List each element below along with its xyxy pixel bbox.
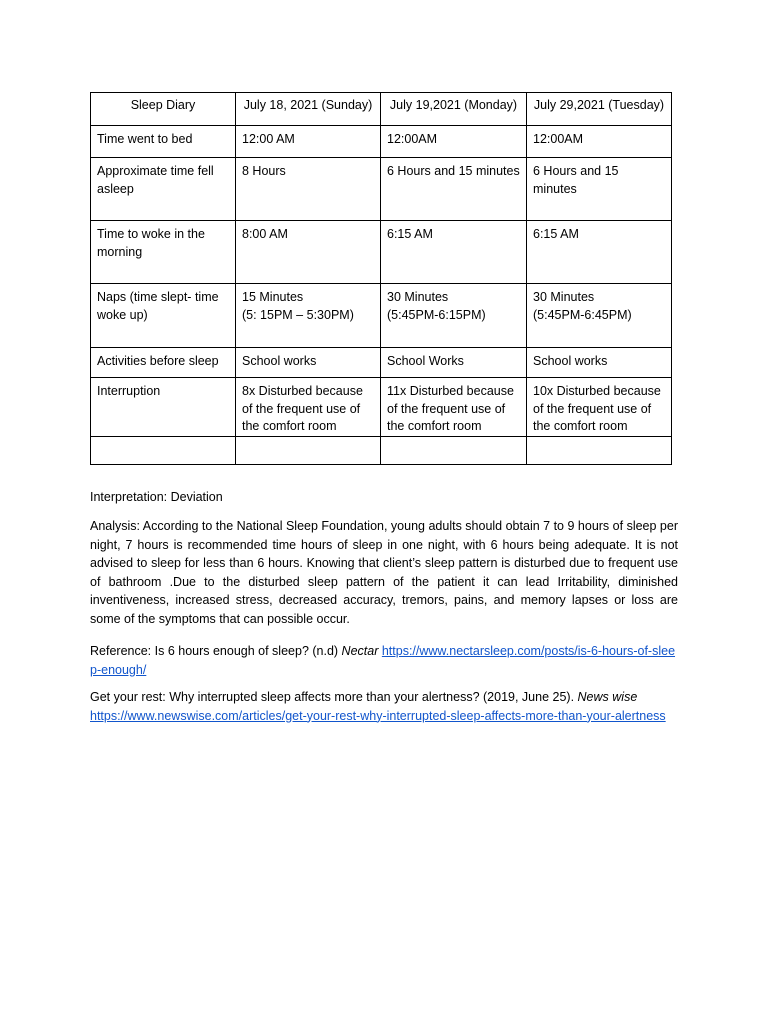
row-label-cell: Time to woke in the morning [91,221,236,284]
row-label-cell: Naps (time slept- time woke up) [91,284,236,348]
table-cell: 6:15 AM [381,221,527,284]
reference-2-text: Get your rest: Why interrupted sleep affects more than your alertness? (2019, June 25). [90,690,578,704]
table-cell: 30 Minutes (5:45PM-6:15PM) [381,284,527,348]
interpretation-text: Interpretation: Deviation [90,490,223,504]
table-cell: 10x Disturbed because of the frequent use of the comfort room [527,378,672,437]
table-row [91,158,672,221]
table-cell: 12:00 AM [236,126,381,158]
table-cell: 6:15 AM [527,221,672,284]
table-cell: 6 Hours and 15 minutes [381,158,527,221]
reference-1-text: Reference: Is 6 hours enough of sleep? (n.d) [90,644,342,658]
row-label-cell: Activities before sleep [91,348,236,378]
table-cell-empty [236,436,381,464]
row-label-cell: Time went to bed [91,126,236,158]
table-cell: 11x Disturbed because of the frequent use of the comfort room [381,378,527,437]
table-row [91,221,672,284]
reference-2-source: News wise [577,690,638,704]
table-cell: 8 Hours [236,158,381,221]
table-cell: 12:00AM [381,126,527,158]
sleep-diary-table [90,92,672,465]
table-cell: 8x Disturbed because of the frequent use of the comfort room [236,378,381,437]
table-row-empty [91,436,672,464]
table-cell: School works [236,348,381,378]
analysis-paragraph: Analysis: According to the National Sleep Foundation, young adults should obtain 7 to 9 hours of sleep per night, 7 hours is recommended time hours of sleep in one night, with 6 hours being adequate. It is not advised to sleep for less than 6 hours. Knowing that client’s sleep pattern is disturbed due to frequent use of bathroom .Due to the disturbed sleep pattern of the patient it can lead Irritability, diminished inventiveness, increased stress, decreased accuracy, tremors, pains, and memory lapses or loss are some of the symptoms that can possible occur. [90,519,678,626]
table-header-cell: July 18, 2021 (Sunday) [236,93,381,126]
reference-2 [90,688,678,725]
table-header-cell: July 19,2021 (Monday) [381,93,527,126]
row-label-cell: Approximate time fell asleep [91,158,236,221]
reference-2-link[interactable]: https://www.newswise.com/articles/get-your-rest-why-interrupted-sleep-affects-more-than-your-alertness [90,708,666,723]
table-header-row [91,93,672,126]
table-cell: 15 Minutes (5: 15PM – 5:30PM) [236,284,381,348]
row-label-cell: Interruption [91,378,236,437]
table-cell: 30 Minutes (5:45PM-6:45PM) [527,284,672,348]
table-cell-empty [381,436,527,464]
reference-1-link[interactable]: https://www.nectarsleep.com/posts/is-6-hours-of-sleep-enough/ [90,644,676,677]
table-cell: 12:00AM [527,126,672,158]
reference-1 [90,642,678,679]
table-row [91,378,672,437]
table-row [91,348,672,378]
table-cell: School Works [381,348,527,378]
table-cell-empty [527,436,672,464]
table-cell: School works [527,348,672,378]
table-header-cell: July 29,2021 (Tuesday) [527,93,672,126]
table-row [91,284,672,348]
table-header-cell: Sleep Diary [91,93,236,126]
table-cell-empty [91,436,236,464]
table-cell: 8:00 AM [236,221,381,284]
table-cell: 6 Hours and 15 minutes [527,158,672,221]
table-row [91,126,672,158]
reference-1-source: Nectar [341,644,379,658]
